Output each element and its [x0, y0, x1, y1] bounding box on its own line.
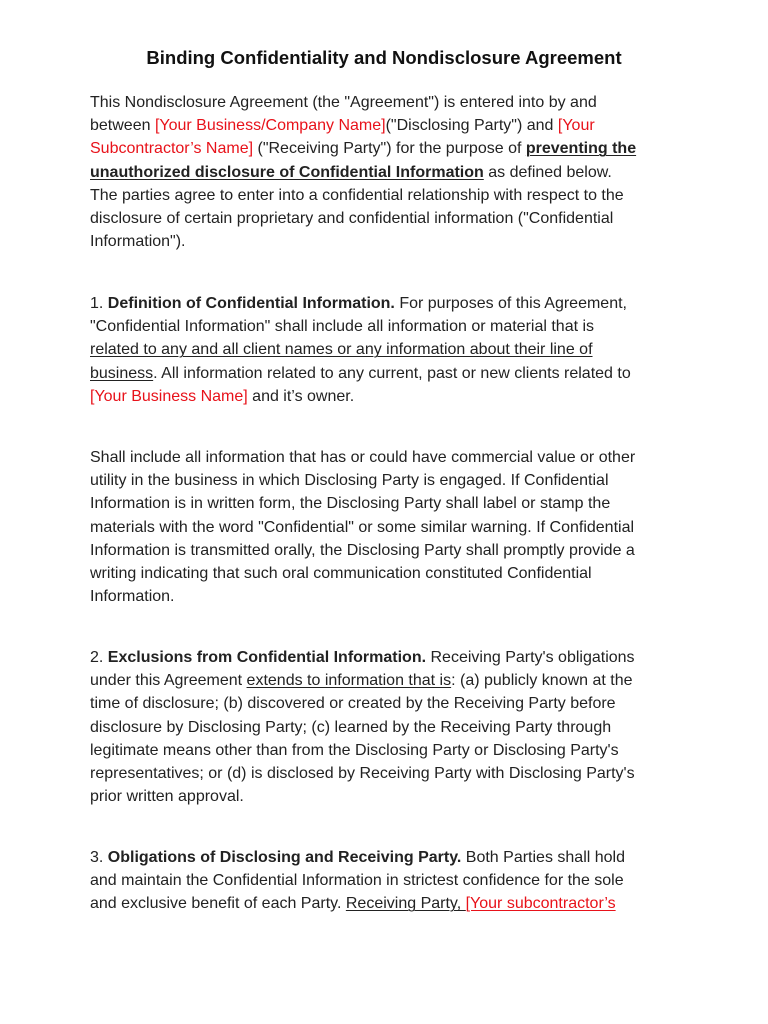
intro-text: ("Receiving Party") for the purpose of	[253, 140, 526, 158]
section-text: materials with the word "Confidential" or some similar warning. If Confidential	[90, 518, 635, 536]
business-name-placeholder: [Your Business/Company Name]	[154, 117, 386, 135]
client-info-underlined: business	[90, 364, 154, 382]
purpose-emphasis: unauthorized disclosure of Confidential Information	[90, 163, 484, 181]
intro-line	[90, 230, 680, 253]
section-1-paragraph	[90, 292, 680, 408]
purpose-emphasis: preventing the	[525, 140, 637, 158]
section-text: utility in the business in which Disclosing Party is engaged. If Confidential	[90, 472, 609, 490]
intro-line	[90, 161, 680, 184]
section-3-heading: Obligations of Disclosing and Receiving Party.	[107, 849, 462, 866]
intro-text: ("Disclosing Party") and	[385, 117, 558, 135]
section-3-paragraph	[90, 846, 680, 916]
section-1-line	[90, 315, 680, 338]
section-3-line	[90, 892, 680, 915]
section-text: legitimate means other than from the Disclosing Party or Disclosing Party's	[90, 741, 619, 759]
intro-line	[90, 137, 680, 160]
intro-line	[90, 91, 680, 114]
subcontractor-name-placeholder: [Your subcontractor’s	[465, 895, 616, 913]
section-text: and exclusive benefit of each Party.	[90, 895, 346, 913]
intro-text: disclosure of certain proprietary and confidential information ("Confidential	[90, 210, 614, 228]
section-number: 1.	[90, 295, 108, 312]
intro-line	[90, 207, 680, 230]
section-1b-line	[90, 562, 680, 585]
intro-text: The parties agree to enter into a confidential relationship with respect to the	[90, 186, 624, 204]
intro-text: as defined below.	[483, 163, 612, 181]
client-info-underlined: related to any and all client names or any information about their line of	[90, 341, 593, 359]
extends-underlined: extends to information that is	[246, 672, 452, 690]
section-1b-line	[90, 539, 680, 562]
section-2-line	[90, 692, 680, 715]
section-text: : (a) publicly known at the	[451, 672, 633, 690]
section-1b-line	[90, 446, 680, 469]
intro-paragraph	[90, 91, 680, 253]
section-number: 3.	[90, 849, 108, 866]
section-1b-line	[90, 585, 680, 608]
section-1b-line	[90, 492, 680, 515]
section-text: Information is transmitted orally, the Disclosing Party shall promptly provide a	[90, 541, 635, 559]
section-text: time of disclosure; (b) discovered or created by the Receiving Party before	[90, 695, 616, 713]
section-text: For purposes of this Agreement,	[394, 295, 627, 312]
section-2-line	[90, 716, 680, 739]
section-text: prior written approval.	[90, 788, 244, 806]
subcontractor-name-placeholder: [Your	[557, 117, 595, 135]
section-text: Information is in written form, the Disclosing Party shall label or stamp the	[90, 495, 611, 513]
section-text: Information.	[90, 588, 175, 606]
section-text: "Confidential Information" shall include all information or material that is	[90, 318, 595, 336]
section-3-line	[90, 846, 680, 869]
section-1b-paragraph	[90, 446, 680, 608]
document-title: Binding Confidentiality and Nondisclosure Agreement	[146, 47, 622, 68]
section-1-line	[90, 338, 680, 361]
section-text: Both Parties shall hold	[461, 849, 625, 866]
section-1-line	[90, 292, 680, 315]
section-2-line	[90, 739, 680, 762]
section-1b-line	[90, 469, 680, 492]
intro-text: between	[90, 117, 155, 135]
section-1b-line	[90, 516, 680, 539]
section-2-line	[90, 669, 680, 692]
intro-text: Information").	[90, 233, 186, 251]
section-number: 2.	[90, 649, 108, 666]
receiving-party-underlined: Receiving Party,	[345, 895, 466, 913]
intro-line	[90, 114, 680, 137]
section-3-line	[90, 869, 680, 892]
section-text: and maintain the Confidential Information in strictest confidence for the sole	[90, 872, 624, 890]
section-text: and it’s owner.	[247, 387, 355, 405]
section-1-line	[90, 362, 680, 385]
section-2-line	[90, 762, 680, 785]
section-text: under this Agreement	[90, 672, 247, 690]
section-text: disclosure by Disclosing Party; (c) learned by the Receiving Party through	[90, 718, 612, 736]
section-2-paragraph	[90, 646, 680, 808]
section-text: . All information related to any current, past or new clients related to	[153, 364, 631, 382]
section-1-heading: Definition of Confidential Information.	[107, 295, 395, 312]
section-text: Receiving Party's obligations	[426, 649, 635, 666]
section-2-line	[90, 646, 680, 669]
section-text: writing indicating that such oral communication constituted Confidential	[90, 565, 592, 583]
business-name-placeholder: [Your Business Name]	[90, 387, 248, 405]
section-text: Shall include all information that has or could have commercial value or other	[90, 449, 636, 466]
section-1-line	[90, 385, 680, 408]
section-2-heading: Exclusions from Confidential Information.	[107, 649, 427, 666]
intro-text: This Nondisclosure Agreement (the "Agreement") is entered into by and	[90, 94, 597, 111]
section-text: representatives; or (d) is disclosed by Receiving Party with Disclosing Party's	[90, 765, 635, 783]
subcontractor-name-placeholder: Subcontractor’s Name]	[90, 140, 254, 158]
intro-line	[90, 184, 680, 207]
section-2-line	[90, 785, 680, 808]
